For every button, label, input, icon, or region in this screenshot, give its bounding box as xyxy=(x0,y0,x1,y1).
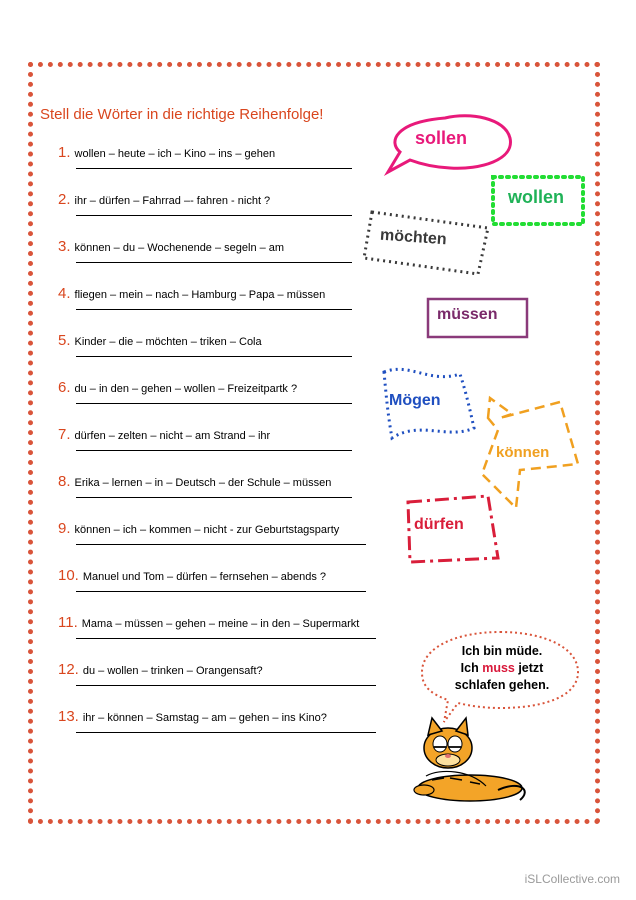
exercise-number: 13. xyxy=(58,708,79,725)
speech-highlight-muss: muss xyxy=(482,661,515,675)
speech-line-2 xyxy=(436,660,568,677)
exercise-text: können – ich – kommen – nicht - zur Geburtstagsparty xyxy=(74,524,340,536)
exercise-text: können – du – Wochenende – segeln – am xyxy=(74,242,285,254)
garfield-speech-text xyxy=(436,643,568,694)
exercise-number: 2. xyxy=(58,191,71,208)
exercise-number: 5. xyxy=(58,332,71,349)
word-duerfen: dürfen xyxy=(414,516,464,533)
word-moechten: möchten xyxy=(379,226,448,249)
exercise-number: 7. xyxy=(58,426,71,443)
word-sollen: sollen xyxy=(415,128,468,148)
footer-watermark: iSLCollective.com xyxy=(524,872,620,886)
exercise-number: 1. xyxy=(58,144,71,161)
word-koennen: können xyxy=(496,444,550,461)
word-wollen: wollen xyxy=(508,187,565,207)
exercise-number: 9. xyxy=(58,520,71,537)
exercise-text: ihr – können – Samstag – am – gehen – ins Kino? xyxy=(82,712,327,724)
exercise-number: 8. xyxy=(58,473,71,490)
exercise-text: du – wollen – trinken – Orangensaft? xyxy=(82,665,263,677)
exercise-text: Manuel und Tom – dürfen – fernsehen – abends ? xyxy=(82,571,327,583)
word-moegen: Mögen xyxy=(389,392,441,409)
exercise-text: Kinder – die – möchten – triken – Cola xyxy=(74,336,262,348)
exercise-text: ihr – dürfen – Fahrrad –- fahren - nicht ? xyxy=(74,195,271,207)
exercise-number: 11. xyxy=(58,614,78,631)
exercise-number: 6. xyxy=(58,379,71,396)
exercise-text: fliegen – mein – nach – Hamburg – Papa – müssen xyxy=(74,289,326,301)
exercise-number: 4. xyxy=(58,285,71,302)
exercise-number: 12. xyxy=(58,661,79,678)
speech-line-2-end: jetzt xyxy=(514,661,544,675)
garfield-cat-illustration xyxy=(414,718,525,801)
exercise-text: dürfen – zelten – nicht – am Strand – ihr xyxy=(74,430,271,442)
exercise-number: 10. xyxy=(58,567,79,584)
exercise-number: 3. xyxy=(58,238,71,255)
exercise-text: Mama – müssen – gehen – meine – in den – Supermarkt xyxy=(81,618,360,630)
worksheet-title: Stell die Wörter in die richtige Reihenfolge! xyxy=(40,106,324,123)
speech-line-3: schlafen gehen. xyxy=(454,678,550,692)
exercise-text: wollen – heute – ich – Kino – ins – gehen xyxy=(74,148,276,160)
word-muessen: müssen xyxy=(437,306,498,323)
exercise-text: du – in den – gehen – wollen – Freizeitpartk ? xyxy=(74,383,298,395)
exercise-text: Erika – lernen – in – Deutsch – der Schule – müssen xyxy=(74,477,332,489)
speech-line-2-start: Ich xyxy=(460,661,483,675)
speech-line-1: Ich bin müde. xyxy=(461,644,543,658)
